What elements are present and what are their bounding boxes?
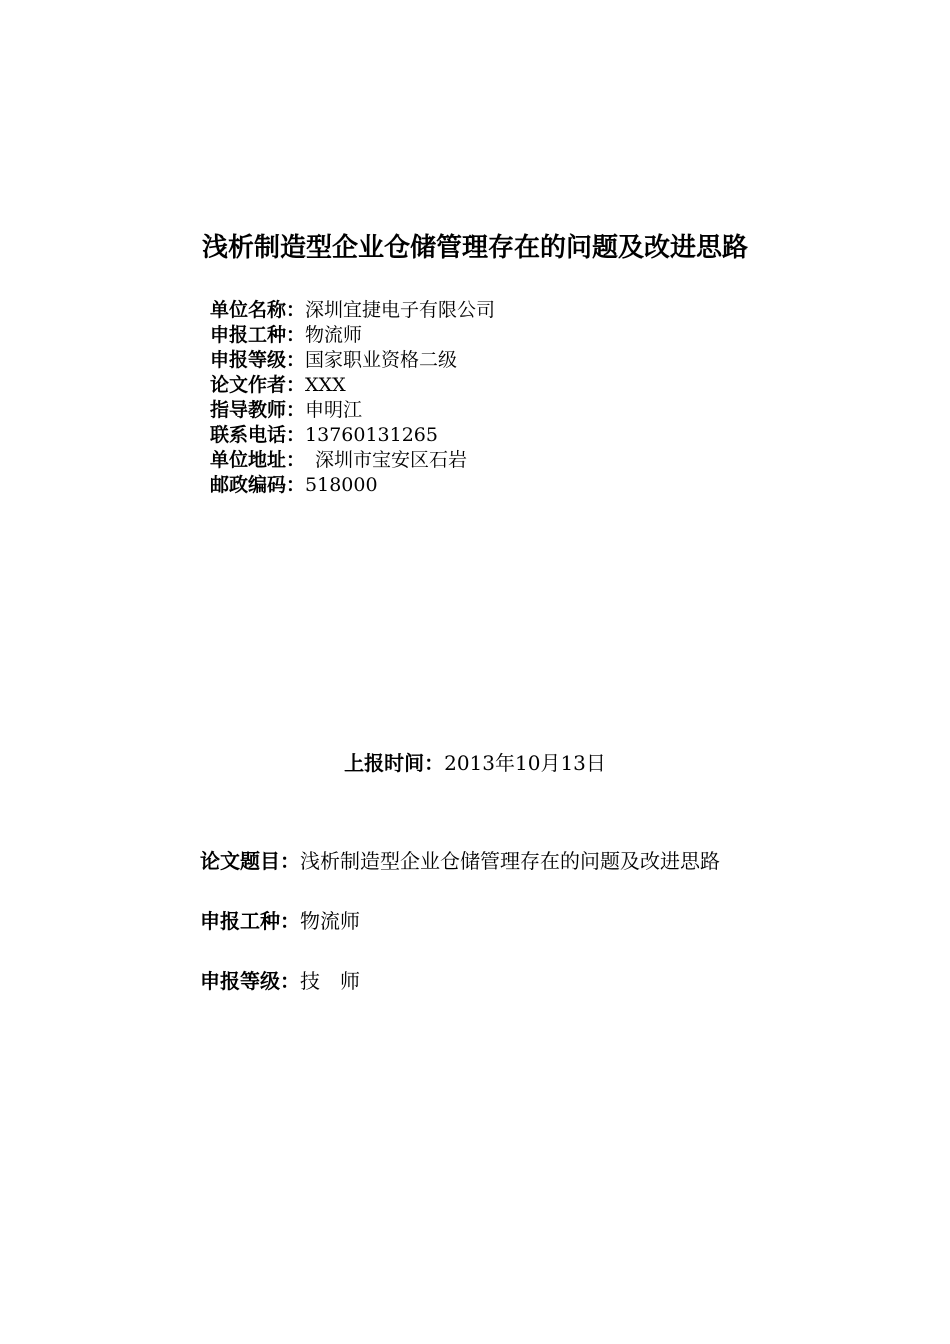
info-label: 单位地址：	[210, 449, 306, 471]
report-time-value: 2013年10月13日	[444, 751, 606, 775]
document-title: 浅析制造型企业仓储管理存在的问题及改进思路	[201, 233, 748, 263]
summary-label: 论文题目：	[200, 849, 300, 873]
info-label: 单位名称：	[210, 299, 306, 321]
summary-row-job-type	[200, 906, 720, 936]
summary-label: 申报等级：	[200, 969, 300, 993]
info-row-advisor	[210, 398, 495, 423]
summary-value: 技 师	[300, 969, 360, 993]
info-label: 论文作者：	[210, 374, 306, 396]
info-value: 物流师	[305, 324, 363, 346]
summary-label: 申报工种：	[200, 909, 300, 933]
info-row-level	[210, 348, 495, 373]
info-label: 申报等级：	[210, 349, 306, 371]
info-value: 深圳宜捷电子有限公司	[305, 299, 496, 321]
info-row-author	[210, 373, 495, 398]
info-value: 申明江	[305, 399, 363, 421]
info-value: 518000	[305, 474, 378, 496]
info-label: 指导教师：	[210, 399, 306, 421]
info-row-unit-name	[210, 298, 495, 323]
info-row-job-type	[210, 323, 495, 348]
info-row-address	[210, 448, 495, 473]
summary-row-level	[200, 966, 720, 996]
report-time-label: 上报时间：	[344, 751, 445, 775]
summary-value: 物流师	[300, 909, 360, 933]
report-time	[0, 748, 950, 778]
info-label: 邮政编码：	[210, 474, 306, 496]
applicant-info-list	[210, 298, 495, 498]
info-value: 国家职业资格二级	[305, 349, 458, 371]
info-label: 联系电话：	[210, 424, 306, 446]
summary-row-topic	[200, 846, 720, 876]
summary-list	[200, 846, 720, 996]
info-value: XXX	[305, 374, 346, 396]
summary-value: 浅析制造型企业仓储管理存在的问题及改进思路	[300, 849, 720, 873]
info-row-phone	[210, 423, 495, 448]
info-value: 深圳市宝安区石岩	[315, 449, 468, 471]
info-row-postal-code	[210, 473, 495, 498]
info-value: 13760131265	[305, 424, 438, 446]
info-label: 申报工种：	[210, 324, 306, 346]
